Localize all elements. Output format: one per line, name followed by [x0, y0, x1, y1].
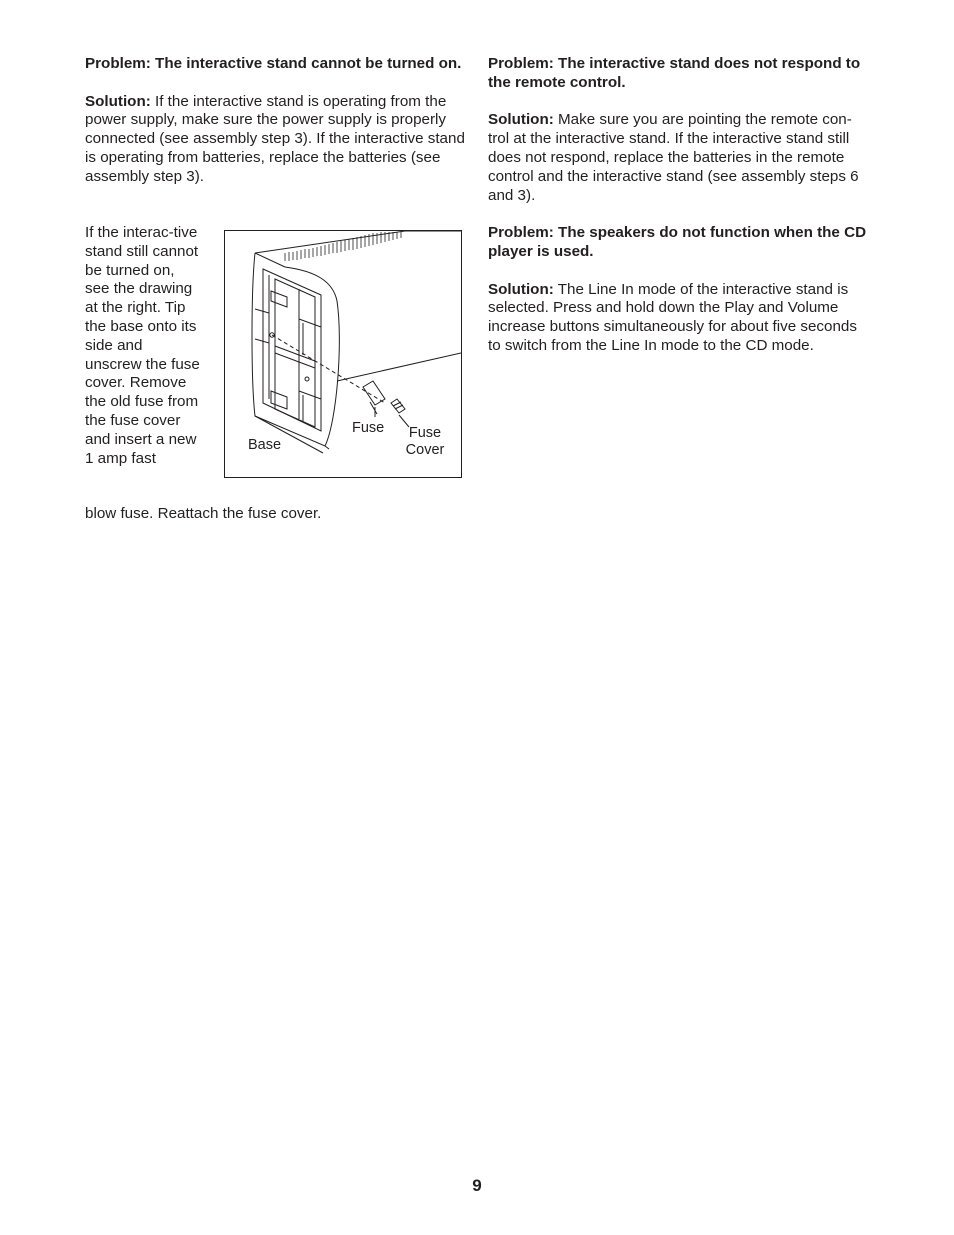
page-number: 9 [472, 1176, 482, 1195]
solution-text: Make sure you are pointing the remote con-trol at the interactive stand. If the interactive stand still does not respond, replace the batteries in the remote control and the interactive stand (see assembly steps 6 and 3). [488, 111, 859, 204]
solution-label: Solution: [488, 111, 554, 129]
right-column [488, 55, 870, 375]
label-base: Base [248, 437, 282, 453]
left-column [85, 55, 465, 205]
fuse-instructions: If the interac-tive stand still cannot be turned on, see the drawing at the right. Tip the base onto its side and unscrew the fuse cover. Remove the old fuse from the fuse cover and insert a new 1 amp fast [85, 224, 200, 467]
solution-text: The Line In mode of the interactive stand is selected. Press and hold down the Play and Volume increase buttons simultaneously for about five seconds to switch from the Line In mode to the CD mode. [488, 280, 857, 354]
solution-label: Solution: [85, 92, 151, 110]
label-fuse: Fuse [352, 420, 385, 436]
problem-heading-remote: Problem: The interactive stand does not respond to the remote control. [488, 55, 861, 91]
solution-paragraph-remote [488, 111, 870, 205]
solution-label: Solution: [488, 280, 554, 298]
solution-text: If the interactive stand is operating from the power supply, make sure the power supply is properly connected (see assembly step 3). If the interactive stand is operating from batteries, replace the batteries (see assembly step 3). [85, 92, 465, 185]
label-fuse-cover-line2: Cover [405, 442, 445, 458]
label-fuse-cover [401, 425, 449, 459]
solution-paragraph-power [85, 93, 465, 187]
fuse-instructions-tail: blow fuse. Reattach the fuse cover. [85, 505, 322, 522]
problem-heading-speakers: Problem: The speakers do not function when the CD player is used. [488, 224, 867, 260]
label-fuse-cover-line1: Fuse [408, 425, 442, 441]
fuse-replacement-figure [224, 230, 462, 478]
problem-heading-power: Problem: The interactive stand cannot be turned on. [85, 55, 462, 72]
solution-paragraph-speakers [488, 281, 870, 356]
